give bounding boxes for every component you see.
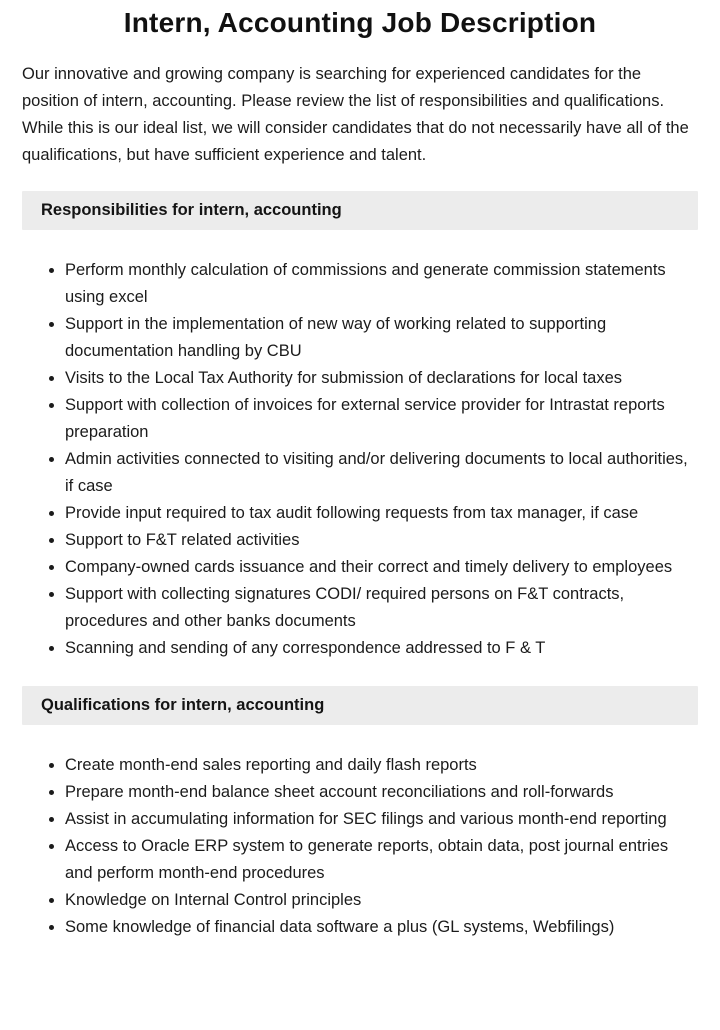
page-title: Intern, Accounting Job Description <box>123 7 597 38</box>
bullet-item: • Support in the implementation of new way of working related to supporting documentation handling by CBU <box>65 311 698 365</box>
bullet-item: • Assist in accumulating information for SEC filings and various month-end reporting <box>65 806 698 833</box>
bullet-item: • Scanning and sending of any correspondence addressed to F & T <box>65 635 698 662</box>
bullet-item: • Support with collecting signatures CODI/ required persons on F&T contracts, procedures and other banks documents <box>65 581 698 635</box>
bullet-item: • Knowledge on Internal Control principles <box>65 887 698 914</box>
bullet-item: • Prepare month-end balance sheet account reconciliations and roll-forwards <box>65 779 698 806</box>
bullet-item: • Admin activities connected to visiting and/or delivering documents to local authorities, if case <box>65 446 698 500</box>
bullet-list <box>22 752 698 941</box>
bullet-item: • Perform monthly calculation of commissions and generate commission statements using excel <box>65 257 698 311</box>
intro-paragraph: Our innovative and growing company is searching for experienced candidates for the position of intern, accounting. Please review the list of responsibilities and qualifications. While this is our ideal list, we will consider candidates that do not necessarily have all of the qualifications, but have sufficient experience and talent. <box>22 65 689 164</box>
bullet-item: • Access to Oracle ERP system to generate reports, obtain data, post journal entries and perform month-end procedures <box>65 833 698 887</box>
bullet-item: • Company-owned cards issuance and their correct and timely delivery to employees <box>65 554 698 581</box>
section-heading: Qualifications for intern, accounting <box>22 686 698 725</box>
bullet-item: • Visits to the Local Tax Authority for submission of declarations for local taxes <box>65 365 698 392</box>
bullet-item: • Provide input required to tax audit following requests from tax manager, if case <box>65 500 698 527</box>
bullet-item: • Some knowledge of financial data software a plus (GL systems, Webfilings) <box>65 914 698 941</box>
bullet-item: • Support with collection of invoices for external service provider for Intrastat reports preparation <box>65 392 698 446</box>
bullet-list <box>22 257 698 662</box>
bullet-item: • Create month-end sales reporting and daily flash reports <box>65 752 698 779</box>
bullet-item: • Support to F&T related activities <box>65 527 698 554</box>
section-heading: Responsibilities for intern, accounting <box>22 191 698 230</box>
sections <box>22 191 698 941</box>
